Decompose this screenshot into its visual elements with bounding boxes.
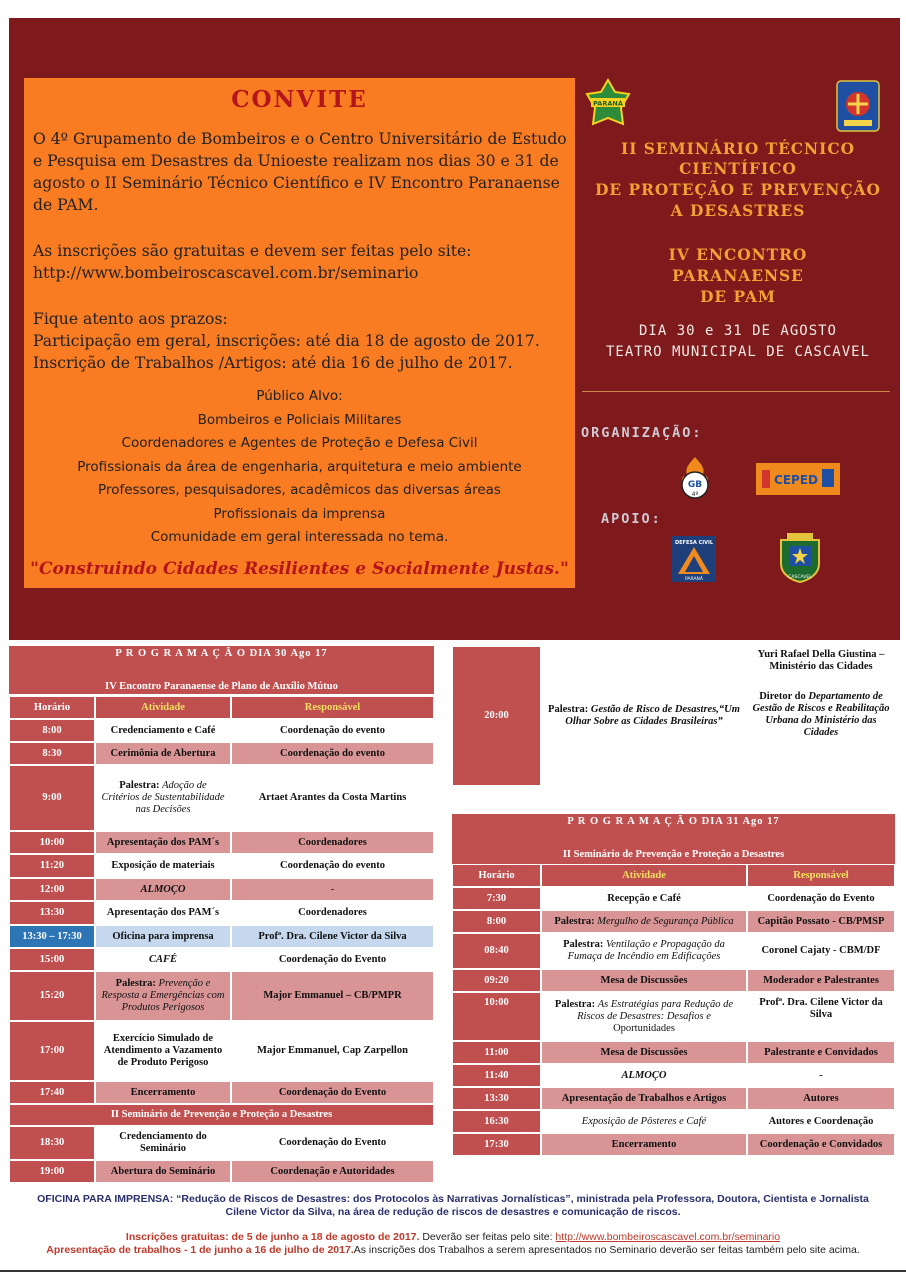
invite-line: Participação em geral, inscrições: até dia 18 de agosto de 2017. — [33, 332, 540, 350]
event-venue: TEATRO MUNICIPAL DE CASCAVEL — [605, 344, 870, 360]
activity-cell: Recepção e Café — [541, 887, 747, 910]
apresentacao-text: As inscrições dos Trabalhos a serem apresentados no Seminario deverão ser feitas também pelo site acima. — [353, 1244, 860, 1256]
activity-cell — [95, 971, 231, 1021]
invite-line: O 4º Grupamento de Bombeiros e o Centro Universitário de Estudo — [33, 130, 567, 148]
cascavel-logo — [775, 532, 825, 584]
activity-cell: Oficina para imprensa — [95, 925, 231, 948]
day31-header-title: P R O G R A M A Ç Ã O DIA 31 Ago 17 — [567, 816, 780, 827]
time-cell: 18:30 — [9, 1126, 95, 1160]
col-activity: Atividade — [541, 864, 747, 887]
resp-cell: Autores e Coordenação — [747, 1110, 895, 1133]
apresentacao-note — [0, 1244, 906, 1256]
activity-title: Ventilação e Propagação da Fumaça de Incêndio em Edificações — [567, 939, 725, 962]
activity-cell — [541, 646, 747, 786]
activity-cell: ALMOÇO — [95, 878, 231, 901]
table-row — [9, 1021, 434, 1081]
audience-item: Coordenadores e Agentes de Proteção e Defesa Civil — [121, 435, 478, 451]
seminar-title-line: DE PROTEÇÃO E PREVENÇÃO — [595, 181, 881, 199]
table-row — [9, 948, 434, 971]
encontro-title-line: DE PAM — [700, 288, 776, 306]
organizacao-label: ORGANIZAÇÃO: — [581, 425, 703, 441]
table-row — [9, 765, 434, 831]
event-date: DIA 30 e 31 DE AGOSTO — [638, 323, 837, 339]
audience-heading: Público Alvo: — [256, 388, 343, 404]
time-cell: 9:00 — [9, 765, 95, 831]
activity-cell: Abertura do Seminário — [95, 1160, 231, 1183]
table-row — [452, 992, 895, 1041]
time-cell: 09:20 — [452, 969, 541, 992]
resp-cell: Coordenadores — [231, 901, 434, 925]
day30-header — [9, 646, 434, 694]
resp-cell: Major Emmanuel – CB/PMPR — [231, 971, 434, 1021]
time-cell: 8:00 — [452, 910, 541, 933]
activity-cell: Exercício Simulado de Atendimento a Vazamento de Produto Perigoso — [95, 1021, 231, 1081]
time-cell: 15:20 — [9, 971, 95, 1021]
activity-title: Adoção de Critérios de Sustentabilidade nas Decisões — [101, 780, 225, 815]
col-activity: Atividade — [95, 696, 231, 719]
day30-subheader: IV Encontro Paranaense de Plano de Auxílio Mútuo — [105, 681, 338, 692]
time-cell: 17:30 — [452, 1133, 541, 1156]
table-row — [452, 910, 895, 933]
section-divider: II Seminário de Prevenção e Proteção a Desastres — [9, 1104, 434, 1126]
resp-cell: Coordenadores — [231, 831, 434, 854]
table-row — [9, 878, 434, 901]
col-time: Horário — [9, 696, 95, 719]
activity-cell: ALMOÇO — [541, 1064, 747, 1087]
time-cell: 12:00 — [9, 878, 95, 901]
table-row — [452, 1041, 895, 1064]
time-cell: 11:00 — [452, 1041, 541, 1064]
invite-line: Fique atento aos prazos: — [33, 310, 228, 328]
time-cell: 08:40 — [452, 933, 541, 969]
resp-cell: Artaet Arantes da Costa Martins — [231, 765, 434, 831]
audience-item: Professores, pesquisadores, acadêmicos das diversas áreas — [98, 482, 501, 498]
bottom-rule — [0, 1270, 906, 1272]
resp-line: Yuri Rafael Della Giustina – Ministério das Cidades — [757, 649, 885, 672]
invite-line: agosto o II Seminário Técnico Científico e IV Encontro Paranaense — [33, 174, 560, 192]
slogan: "Construindo Cidades Resilientes e Socialmente Justas." — [30, 559, 569, 579]
day30-header-title: P R O G R A M A Ç Ã O DIA 30 Ago 17 — [115, 648, 328, 659]
activity-title-end: Oportunidades — [613, 1022, 675, 1034]
time-cell: 20:00 — [452, 646, 541, 786]
time-cell: 11:20 — [9, 854, 95, 878]
activity-cell: Apresentação de Trabalhos e Artigos — [541, 1087, 747, 1110]
encontro-title-line: PARANAENSE — [672, 267, 804, 285]
audience-item: Comunidade em geral interessada no tema. — [150, 529, 449, 545]
time-cell: 15:00 — [9, 948, 95, 971]
seminario-link[interactable]: http://www.bombeiroscascavel.com.br/seminario — [555, 1231, 781, 1243]
invite-line: Inscrição de Trabalhos /Artigos: até dia 16 de julho de 2017. — [33, 354, 513, 372]
time-cell: 10:00 — [452, 992, 541, 1041]
apoio-label: APOIO: — [601, 511, 662, 527]
parana-logo-text: PARANÁ — [593, 99, 623, 108]
seminar-title-line: CIENTÍFICO — [679, 160, 797, 178]
activity-cell: Encerramento — [541, 1133, 747, 1156]
seminar-title-line: A DESASTRES — [670, 202, 806, 220]
table-row — [9, 1160, 434, 1183]
activity-title: Prevenção e Resposta a Emergências com Produtos Perigosos — [101, 978, 225, 1013]
time-cell: 19:00 — [9, 1160, 95, 1183]
inscricoes-dates: Inscrições gratuitas: de 5 de junho a 18 de agosto de 2017. — [125, 1231, 420, 1243]
activity-title: Mergulho de Segurança Pública — [597, 915, 734, 927]
invite-box — [24, 78, 575, 588]
activity-cell — [541, 910, 747, 933]
resp-cell: Coordenação do Evento — [231, 948, 434, 971]
ceped-logo-text: CEPED — [774, 473, 818, 487]
activity-cell: CAFÉ — [95, 948, 231, 971]
invite-title: CONVITE — [231, 86, 368, 113]
resp-prefix: Diretor do — [759, 691, 809, 702]
resp-cell: Coordenação do Evento — [231, 1126, 434, 1160]
resp-cell: Autores — [747, 1087, 895, 1110]
inscricoes-text: Deverão ser feitas pelo site: — [419, 1231, 556, 1243]
activity-cell: Mesa de Discussões — [541, 969, 747, 992]
activity-cell — [541, 992, 747, 1041]
invite-line: e Pesquisa em Desastres da Unioeste realizam nos dias 30 e 31 de — [33, 152, 559, 170]
time-cell: 13:30 – 17:30 — [9, 925, 95, 948]
activity-cell: Exposição de Pôsteres e Café — [541, 1110, 747, 1133]
invite-line: As inscrições são gratuitas e devem ser feitas pelo site: — [33, 242, 472, 260]
invite-link[interactable]: http://www.bombeiroscascavel.com.br/seminario — [33, 264, 419, 282]
activity-prefix: Palestra: — [115, 978, 159, 989]
time-cell: 13:30 — [9, 901, 95, 925]
activity-cell: Credenciamento do Seminário — [95, 1126, 231, 1160]
resp-cell: Capitão Possato - CB/PMSP — [747, 910, 895, 933]
table-row — [452, 887, 895, 910]
resp-cell: - — [231, 878, 434, 901]
table-row — [452, 933, 895, 969]
table-row — [452, 1133, 895, 1156]
activity-cell: Apresentação dos PAM´s — [95, 901, 231, 925]
activity-prefix: Palestra: — [563, 939, 606, 950]
time-cell: 17:40 — [9, 1081, 95, 1104]
resp-cell: Coordenação do Evento — [231, 1081, 434, 1104]
activity-cell: Exposição de materiais — [95, 854, 231, 878]
col-responsible: Responsável — [231, 696, 434, 719]
defesa-logo-text: DEFESA CIVIL — [674, 540, 714, 546]
resp-line — [751, 691, 891, 739]
cascavel-logo-text: CASCAVEL — [788, 575, 812, 580]
resp-cell: Coordenação e Autoridades — [231, 1160, 434, 1183]
oficina-note-2: Cilene Victor da Silva, na área de redução de riscos de desastres e comunicação de riscos. — [225, 1206, 681, 1218]
parana-logo — [585, 78, 631, 126]
activity-cell — [95, 765, 231, 831]
activity-title: As Estratégias para Redução de Riscos de Desastres: Desafios e — [577, 998, 734, 1022]
cbm-parana-logo — [836, 80, 880, 132]
defesa-civil-logo — [672, 536, 716, 582]
day31-subheader: II Seminário de Prevenção e Proteção a Desastres — [562, 849, 785, 860]
audience-item: Profissionais da imprensa — [213, 506, 386, 522]
resp-title: Departamento de Gestão de Riscos e Reabilitação Urbana do Ministério das Cidades — [752, 691, 890, 738]
table-row — [9, 831, 434, 854]
day31-schedule — [452, 864, 895, 1156]
resp-cell: Profª. Dra. Cilene Victor da Silva — [231, 925, 434, 948]
table-row — [452, 1064, 895, 1087]
activity-cell: Apresentação dos PAM´s — [95, 831, 231, 854]
oficina-note: OFICINA PARA IMPRENSA: “Redução de Riscos de Desastres: dos Protocolos às Narrativas Jornalísticas”, ministrada pela Professora, Doutora, Cientista e Jornalista — [37, 1193, 869, 1205]
apresentacao-dates: Apresentação de trabalhos - 1 de junho a 16 de julho de 2017. — [46, 1244, 354, 1256]
inscricoes-note — [0, 1231, 906, 1243]
table-row — [9, 901, 434, 925]
day30-schedule — [9, 696, 434, 1183]
resp-cell: Coordenação e Convidados — [747, 1133, 895, 1156]
resp-cell: Coordenação do Evento — [747, 887, 895, 910]
activity-title: Gestão de Risco de Desastres,“Um Olhar Sobre as Cidades Brasileiras” — [565, 704, 740, 727]
activity-prefix: Palestra: — [554, 915, 598, 927]
resp-cell: Profª. Dra. Cilene Victor da Silva — [747, 992, 895, 1041]
table-row — [452, 969, 895, 992]
time-cell: 13:30 — [452, 1087, 541, 1110]
resp-cell: Coordenação do evento — [231, 742, 434, 765]
table-row — [452, 1087, 895, 1110]
resp-cell: - — [747, 1064, 895, 1087]
activity-cell — [541, 933, 747, 969]
table-row — [9, 925, 434, 948]
table-row — [9, 742, 434, 765]
time-cell: 16:30 — [452, 1110, 541, 1133]
resp-cell: Coordenação do evento — [231, 719, 434, 742]
gb-logo-num: 4º — [691, 491, 699, 498]
resp-cell: Palestrante e Convidados — [747, 1041, 895, 1064]
talk-2000 — [452, 646, 895, 786]
col-responsible: Responsável — [747, 864, 895, 887]
activity-cell: Cerimônia de Abertura — [95, 742, 231, 765]
time-cell: 11:40 — [452, 1064, 541, 1087]
time-cell: 17:00 — [9, 1021, 95, 1081]
time-cell: 7:30 — [452, 887, 541, 910]
audience-item: Profissionais da área de engenharia, arquitetura e meio ambiente — [77, 459, 522, 475]
defesa-logo-sub: PARANÁ — [685, 577, 703, 582]
activity-prefix: Palestra: — [119, 780, 163, 791]
gb-logo-text: GB — [687, 480, 703, 490]
table-row — [9, 971, 434, 1021]
table-row — [452, 1110, 895, 1133]
divider — [582, 391, 890, 392]
resp-cell: Moderador e Palestrantes — [747, 969, 895, 992]
resp-cell: Coordenação do evento — [231, 854, 434, 878]
activity-cell: Encerramento — [95, 1081, 231, 1104]
time-cell: 8:00 — [9, 719, 95, 742]
col-time: Horário — [452, 864, 541, 887]
activity-prefix: Palestra: — [548, 704, 591, 715]
invite-line: de PAM. — [33, 196, 99, 214]
table-row — [9, 854, 434, 878]
table-row — [9, 1126, 434, 1160]
resp-cell: Major Emmanuel, Cap Zarpellon — [231, 1021, 434, 1081]
gb-logo — [672, 455, 718, 503]
encontro-title-line: IV ENCONTRO — [668, 246, 808, 264]
time-cell: 8:30 — [9, 742, 95, 765]
time-cell: 10:00 — [9, 831, 95, 854]
seminar-title-line: II SEMINÁRIO TÉCNICO — [621, 140, 855, 158]
activity-prefix: Palestra: — [554, 998, 598, 1010]
table-row — [452, 646, 895, 786]
ceped-logo — [756, 463, 840, 495]
activity-cell: Mesa de Discussões — [541, 1041, 747, 1064]
resp-cell — [747, 646, 895, 786]
table-row — [9, 719, 434, 742]
audience-item: Bombeiros e Policiais Militares — [197, 412, 402, 428]
resp-cell: Coronel Cajaty - CBM/DF — [747, 933, 895, 969]
day31-header — [452, 814, 895, 864]
activity-cell: Credenciamento e Café — [95, 719, 231, 742]
table-row — [9, 1081, 434, 1104]
